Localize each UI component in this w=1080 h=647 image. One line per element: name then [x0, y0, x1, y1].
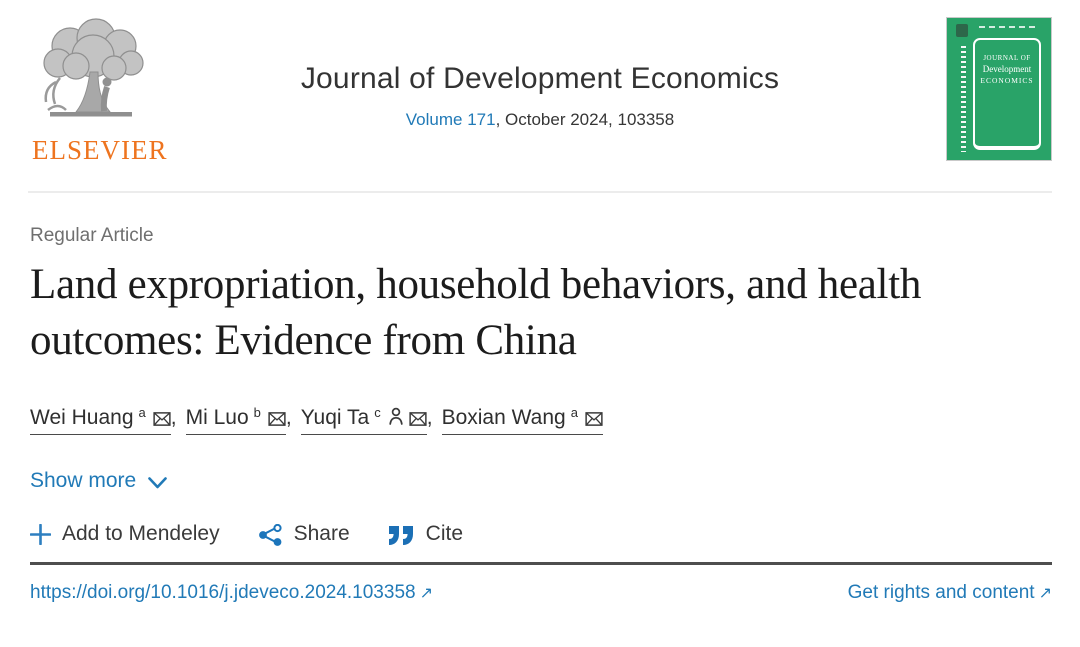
journal-cover-thumbnail[interactable]	[946, 17, 1052, 161]
links-row	[30, 582, 1052, 604]
author-link-yuqi-ta[interactable]	[301, 405, 427, 435]
email-envelope-icon	[268, 408, 286, 432]
cite-quote-icon	[388, 526, 415, 546]
cover-title-line1: JOURNAL OF	[983, 54, 1031, 62]
share-button[interactable]	[258, 522, 350, 546]
cite-label: Cite	[425, 521, 464, 545]
corresponding-author-person-icon	[388, 407, 404, 432]
get-rights-link[interactable]	[848, 582, 1052, 604]
article-main	[30, 192, 1052, 604]
journal-meta	[301, 62, 779, 130]
share-label: Share	[293, 521, 350, 545]
author-affiliation-sup: b	[253, 404, 261, 420]
plus-icon	[30, 524, 51, 545]
doi-link[interactable]	[30, 582, 433, 604]
article-title: Land expropriation, household behaviors, and health outcomes: Evidence from China	[30, 261, 922, 364]
cover-top-text-decoration	[979, 26, 1037, 28]
issue-info: , October 2024, 103358	[495, 110, 675, 129]
author-name: Wei Huang	[30, 405, 134, 429]
author-link-boxian-wang[interactable]	[442, 406, 603, 435]
cover-title-line3: ECONOMICS	[980, 76, 1034, 85]
doi-text: https://doi.org/10.1016/j.jdeveco.2024.103358	[30, 581, 416, 603]
author-list	[30, 405, 1052, 435]
author-link-wei-huang[interactable]	[30, 406, 171, 435]
issue-line	[301, 110, 779, 130]
show-more-label: Show more	[30, 468, 137, 492]
share-icon	[258, 524, 283, 546]
cover-frame	[973, 38, 1041, 150]
add-to-mendeley-label: Add to Mendeley	[62, 521, 220, 545]
cover-emblem-icon	[956, 24, 968, 37]
elsevier-tree-icon	[30, 115, 154, 132]
volume-link[interactable]: Volume 171	[405, 110, 496, 129]
author-separator: ,	[170, 405, 177, 429]
action-toolbar	[30, 522, 1052, 546]
show-more-button[interactable]	[30, 469, 167, 493]
external-link-icon: ↗	[419, 584, 433, 602]
footer-divider	[30, 562, 1052, 565]
author-affiliation-sup: c	[374, 404, 381, 420]
author-name: Yuqi Ta	[300, 405, 370, 429]
author-name: Boxian Wang	[441, 405, 566, 429]
cover-vertical-text-decoration	[961, 46, 966, 152]
get-rights-label: Get rights and content	[847, 581, 1035, 603]
cover-title-line2: Development	[982, 64, 1032, 74]
add-to-mendeley-button[interactable]	[30, 522, 220, 546]
author-separator: ,	[426, 405, 433, 429]
author-affiliation-sup: a	[138, 404, 146, 420]
email-envelope-icon	[409, 408, 427, 432]
external-link-icon: ↗	[1038, 584, 1052, 602]
author-affiliation-sup: a	[570, 404, 578, 420]
elsevier-wordmark: ELSEVIER	[32, 135, 168, 165]
author-name: Mi Luo	[185, 405, 249, 429]
author-separator: ,	[285, 405, 292, 429]
elsevier-logo[interactable]	[30, 16, 170, 166]
article-type-label: Regular Article	[30, 225, 154, 246]
journal-title-link[interactable]: Journal of Development Economics	[300, 62, 780, 95]
email-envelope-icon	[153, 408, 171, 432]
author-link-mi-luo[interactable]	[186, 406, 286, 435]
email-envelope-icon	[585, 408, 603, 432]
journal-header	[0, 0, 1080, 192]
chevron-down-icon	[148, 477, 167, 489]
cite-button[interactable]	[388, 522, 463, 546]
